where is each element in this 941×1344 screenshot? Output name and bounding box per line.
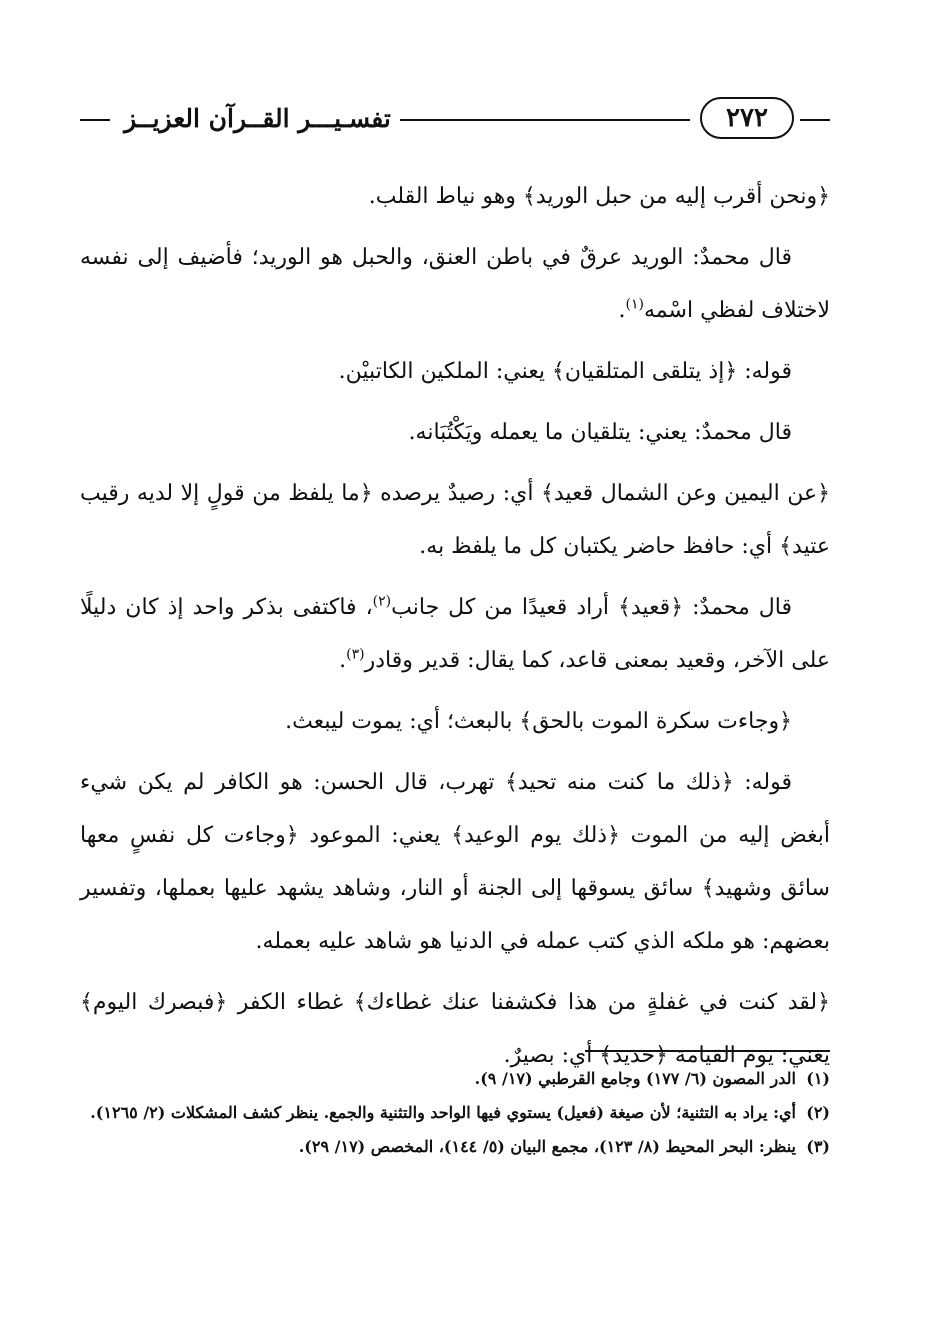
footnote bbox=[80, 1132, 830, 1162]
page-header bbox=[80, 92, 830, 152]
paragraph: ﴿لقد كنت في غفلةٍ من هذا فكشفنا عنك غطاءك﴾ غطاء الكفر ﴿فبصرك اليوم﴾ يعني: يوم القيامة ﴿حديد﴾ أي: بصيرٌ. bbox=[80, 990, 830, 1068]
paragraph: قال محمدٌ: الوريد عرقٌ في باطن العنق، والحبل هو الوريد؛ فأضيف إلى نفسه لاختلاف لفظي اسْمه$^{(١)}$. bbox=[80, 245, 830, 323]
book-page bbox=[80, 92, 830, 1292]
footnote-text: ينظر: البحر المحيط (٨/ ١٢٣)، مجمع البيان (٥/ ١٤٤)، المخصص (١٧/ ٢٩). bbox=[298, 1137, 796, 1156]
footnote-number: (٢) bbox=[806, 1103, 830, 1122]
header-rule-left bbox=[80, 119, 110, 121]
footnote-text: أي: يراد به التثنية؛ لأن صيغة (فعيل) يستوي فيها الواحد والتثنية والجمع. ينظر كشف المشكلات (٢/ ١٢٦٥). bbox=[90, 1103, 796, 1122]
main-text bbox=[80, 170, 830, 1090]
footnote-text: الدر المصون (٦/ ١٧٧) وجامع القرطبي (١٧/ ٩). bbox=[474, 1069, 796, 1088]
footnote-number: (١) bbox=[806, 1069, 830, 1088]
footnote-number: (٣) bbox=[806, 1137, 830, 1156]
paragraph: قال محمدٌ: يعني: يتلقيان ما يعمله ويَكْتُبَانه. bbox=[408, 420, 792, 445]
running-title: تفسـيـــر القــرآن العزيــز bbox=[124, 104, 391, 133]
footnote-separator bbox=[585, 1050, 830, 1052]
paragraph: ﴿عن اليمين وعن الشمال قعيد﴾ أي: رصيدٌ يرصده ﴿ما يلفظ من قولٍ إلا لديه رقيب عتيد﴾ أي: حافظ حاضر يكتبان كل ما يلفظ به. bbox=[80, 481, 830, 559]
footnote-ref: (١) bbox=[625, 296, 645, 313]
footnotes bbox=[80, 1064, 830, 1166]
footnote-ref: (٣) bbox=[346, 646, 365, 663]
paragraph: ﴿وجاءت سكرة الموت بالحق﴾ بالبعث؛ أي: يموت ليبعث. bbox=[285, 709, 792, 734]
paragraph: ﴿ونحن أقرب إليه من حبل الوريد﴾ وهو نياط القلب. bbox=[368, 184, 830, 209]
page-number-badge: ٢٧٢ bbox=[700, 97, 794, 139]
paragraph: قوله: ﴿ذلك ما كنت منه تحيد﴾ تهرب، قال الحسن: هو الكافر لم يكن شيء أبغض إليه من الموت ﴿ذلك يوم الوعيد﴾ يعني: الموعود ﴿وجاءت كل نفسٍ معها سائق وشهيد﴾ سائق يسوقها إلى الجنة أو النار، وشاهد يشهد عليها بعملها، وتفسير بعضهم: هو ملكه الذي كتب عمله في الدنيا هو شاهد عليه بعمله. bbox=[80, 770, 830, 954]
header-rule-middle bbox=[400, 119, 690, 121]
footnote bbox=[80, 1064, 830, 1094]
header-rule-right bbox=[800, 119, 830, 121]
paragraph: قوله: ﴿إذ يتلقى المتلقيان﴾ يعني: الملكين الكاتبيْن. bbox=[338, 359, 792, 384]
footnote-ref: (٢) bbox=[372, 593, 392, 610]
footnote bbox=[80, 1098, 830, 1128]
paragraph: قال محمدٌ: ﴿قعيد﴾ أراد قعيدًا من كل جانب$^{(٢)}$، فاكتفى بذكر واحد إذ كان دليلًا على الآخر، وقعيد بمعنى قاعد، كما يقال: قدير وقادر$^{(٣)}$. bbox=[80, 593, 830, 673]
